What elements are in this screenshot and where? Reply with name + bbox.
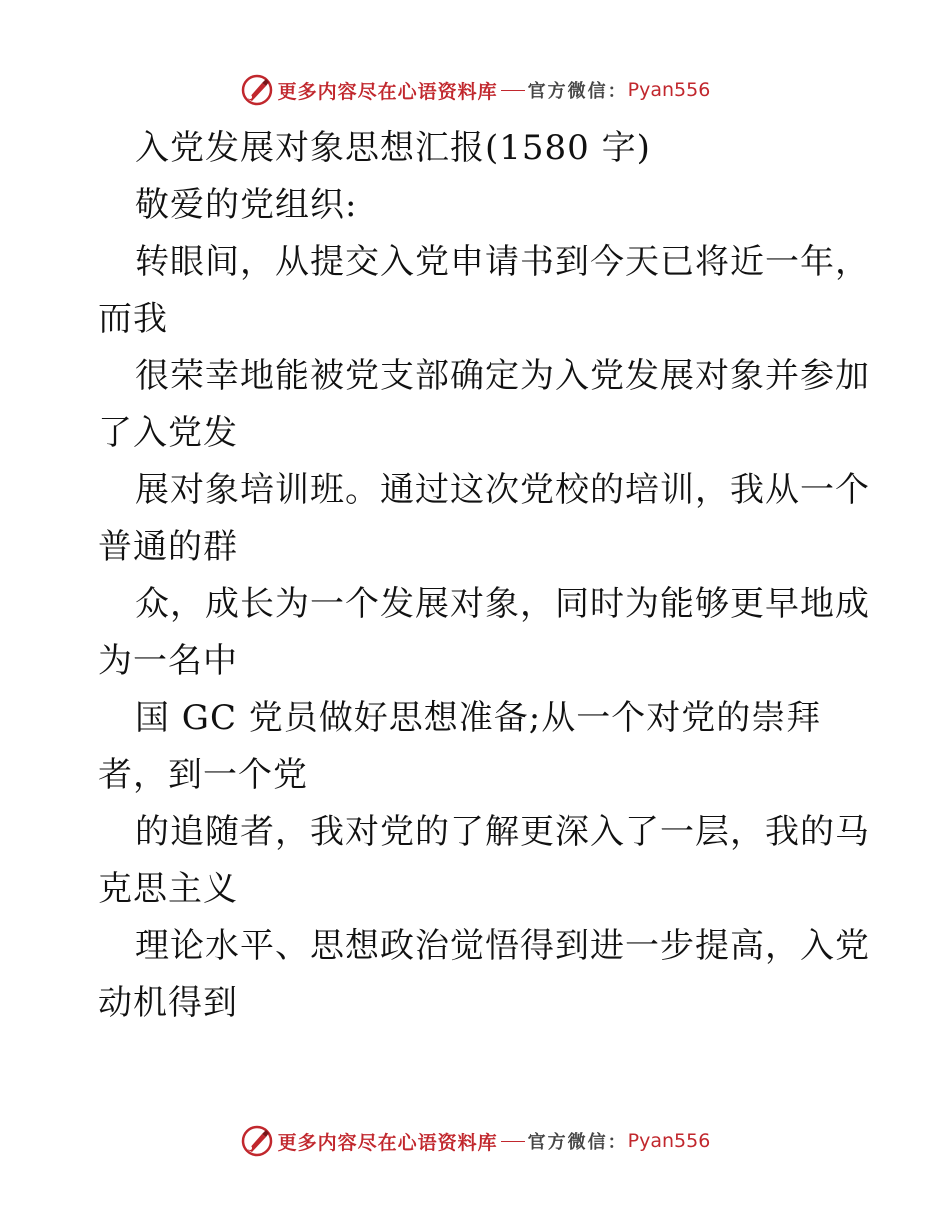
watermark-handle: Pyan556: [627, 1130, 711, 1152]
pen-logo-icon: [240, 73, 274, 107]
body-line: 的追随者，我对党的了解更深入了一层，我的马: [135, 812, 870, 852]
watermark-handle: Pyan556: [627, 79, 711, 101]
body-line: 国 GC 党员做好思想准备;从一个对党的崇拜: [135, 698, 822, 738]
watermark-header: [0, 70, 950, 110]
watermark-brand: 更多内容尽在心语资料库: [277, 1131, 498, 1154]
watermark-dash: [501, 90, 525, 91]
body-line: 为一名中: [98, 641, 238, 681]
body-line: 而我: [98, 299, 168, 339]
body-line: 众，成长为一个发展对象，同时为能够更早地成: [135, 584, 870, 624]
body-line: 转眼间，从提交入党申请书到今天已将近一年，: [135, 242, 870, 282]
document-title: 入党发展对象思想汇报(1580 字): [135, 128, 651, 168]
body-line: 克思主义: [98, 869, 238, 909]
body-line: 展对象培训班。通过这次党校的培训，我从一个: [135, 470, 870, 510]
body-line: 动机得到: [98, 983, 238, 1023]
watermark-brand: 更多内容尽在心语资料库: [277, 80, 498, 103]
body-line: 者，到一个党: [98, 755, 308, 795]
document-body: [98, 120, 870, 1032]
watermark-wechat-label: 官方微信：: [527, 81, 628, 102]
watermark-wechat-label: 官方微信：: [527, 1132, 628, 1153]
body-line: 了入党发: [98, 413, 238, 453]
watermark-dash: [501, 1141, 525, 1142]
body-line: 很荣幸地能被党支部确定为入党发展对象并参加: [135, 356, 870, 396]
salutation: 敬爱的党组织:: [135, 185, 358, 225]
watermark-footer: [0, 1121, 950, 1161]
body-line: 普通的群: [98, 527, 238, 567]
body-line: 理论水平、思想政治觉悟得到进一步提高，入党: [135, 926, 870, 966]
pen-logo-icon: [240, 1124, 274, 1158]
